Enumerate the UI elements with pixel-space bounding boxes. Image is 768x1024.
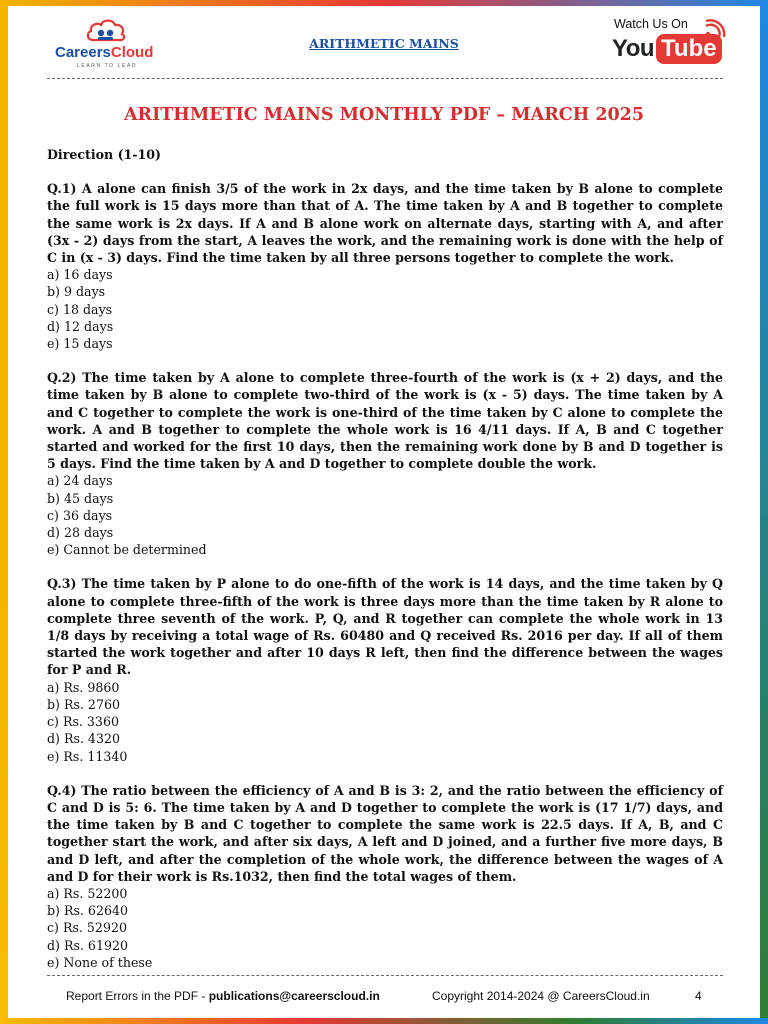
direction-label: Direction (1-10) — [47, 147, 161, 162]
option-item: b) Rs. 62640 — [47, 903, 128, 919]
option-item: b) Rs. 2760 — [47, 696, 120, 712]
option-item: e) 15 days — [47, 336, 113, 352]
option-item: c) Rs. 52920 — [47, 920, 127, 936]
logo-brand-part1: Careers — [55, 44, 111, 61]
question-text: Q.2) The time taken by A alone to complete three-fourth of the work is (x + 2) days, and the time taken by B alone to complete two-third of the work is (x - 5) days. The time taken by A and C together to complete the work is one-third of the time taken by C alone to complete the work. A and B together to complete the whole work is 16 4/11 days. If A, B and C together started and worked for the first 10 days, then the remaining work done by B and D together is 5 days. Find the time taken by A and D together to complete double the work. — [47, 370, 723, 472]
question-content — [47, 146, 723, 988]
option-item: d) Rs. 61920 — [47, 937, 128, 953]
question-text: Q.4) The ratio between the efficiency of A and B is 3: 2, and the ratio between the efficiency of C and D is 5: 6. The time taken by A and D together to complete the work is (17 1/7) days, and the time taken by B and C together to complete the same work is 22.5 days. If A, B, and C together start the work, and after six days, A left and D joined, and a further five more days, B and D left, and after the completion of the whole work, the difference between the wages of A and D for their work is Rs.1032, then find the total wages of them. — [47, 782, 723, 884]
watch-us-label: Watch Us On — [614, 17, 688, 31]
question-block-2 — [47, 369, 723, 558]
footer-divider — [47, 975, 723, 976]
report-errors-text — [66, 989, 380, 1003]
question-text: Q.1) A alone can finish 3/5 of the work in 2x days, and the time taken by B alone to complete the full work is 15 days more than that of A. The time taken by A and B together to complete the same work is 2x days. If A and B alone work on alternate days, starting with A, and after (3x - 2) days from the start, A leaves the work, and the remaining work is done with the help of C in (x - 3) days. Find the time taken by all three persons together to complete the work. — [47, 181, 723, 266]
frame-left-bar — [0, 0, 8, 1024]
page-title: ARITHMETIC MAINS MONTHLY PDF – MARCH 2025 — [123, 105, 645, 125]
option-item: a) 16 days — [47, 267, 113, 283]
option-item: b) 45 days — [47, 490, 114, 506]
youtube-tube-text: Tube — [656, 34, 722, 64]
option-item: c) Rs. 3360 — [47, 714, 119, 730]
frame-right-bar — [760, 0, 768, 1024]
option-item: c) 18 days — [47, 301, 113, 317]
option-item: e) Cannot be determined — [47, 542, 207, 558]
option-item: b) 9 days — [47, 284, 106, 300]
question-block-4 — [47, 782, 723, 971]
option-item: a) 24 days — [47, 473, 113, 489]
logo-brand-part2: Cloud — [110, 44, 154, 61]
report-prefix: Report Errors in the PDF - — [66, 989, 209, 1003]
header-title-link[interactable]: ARITHMETIC MAINS — [309, 36, 459, 51]
question-block-3 — [47, 575, 723, 764]
report-email-link[interactable]: publications@careerscloud.in — [208, 989, 380, 1003]
page-number: 4 — [695, 989, 702, 1003]
youtube-logo[interactable] — [612, 32, 722, 66]
youtube-you-text: You — [612, 35, 655, 62]
copyright-text: Copyright 2014-2024 @ CareersCloud.in — [432, 989, 650, 1003]
option-item: a) Rs. 9860 — [47, 679, 120, 695]
logo-tagline: LEARN TO LEAD — [77, 63, 138, 69]
frame-bottom-bar — [0, 1018, 768, 1024]
option-item: d) 12 days — [47, 318, 114, 334]
option-item: e) None of these — [47, 954, 153, 970]
option-item: d) 28 days — [47, 525, 114, 541]
question-block-1 — [47, 180, 723, 352]
option-item: a) Rs. 52200 — [47, 885, 128, 901]
option-item: e) Rs. 11340 — [47, 748, 128, 764]
header-divider — [47, 78, 723, 79]
option-item: c) 36 days — [47, 507, 113, 523]
question-text: Q.3) The time taken by P alone to do one-fifth of the work is 14 days, and the time taken by Q alone to complete three-fifth of the work is three days more than the time taken by R alone to complete three seventh of the work. P, Q, and R together can complete the whole work in 13 1/8 days by receiving a total wage of Rs. 60480 and Q received Rs. 2016 per day. If all of them started the work together and after 10 days R left, then find the difference between the wages for P and R. — [47, 576, 723, 678]
option-item: d) Rs. 4320 — [47, 731, 120, 747]
